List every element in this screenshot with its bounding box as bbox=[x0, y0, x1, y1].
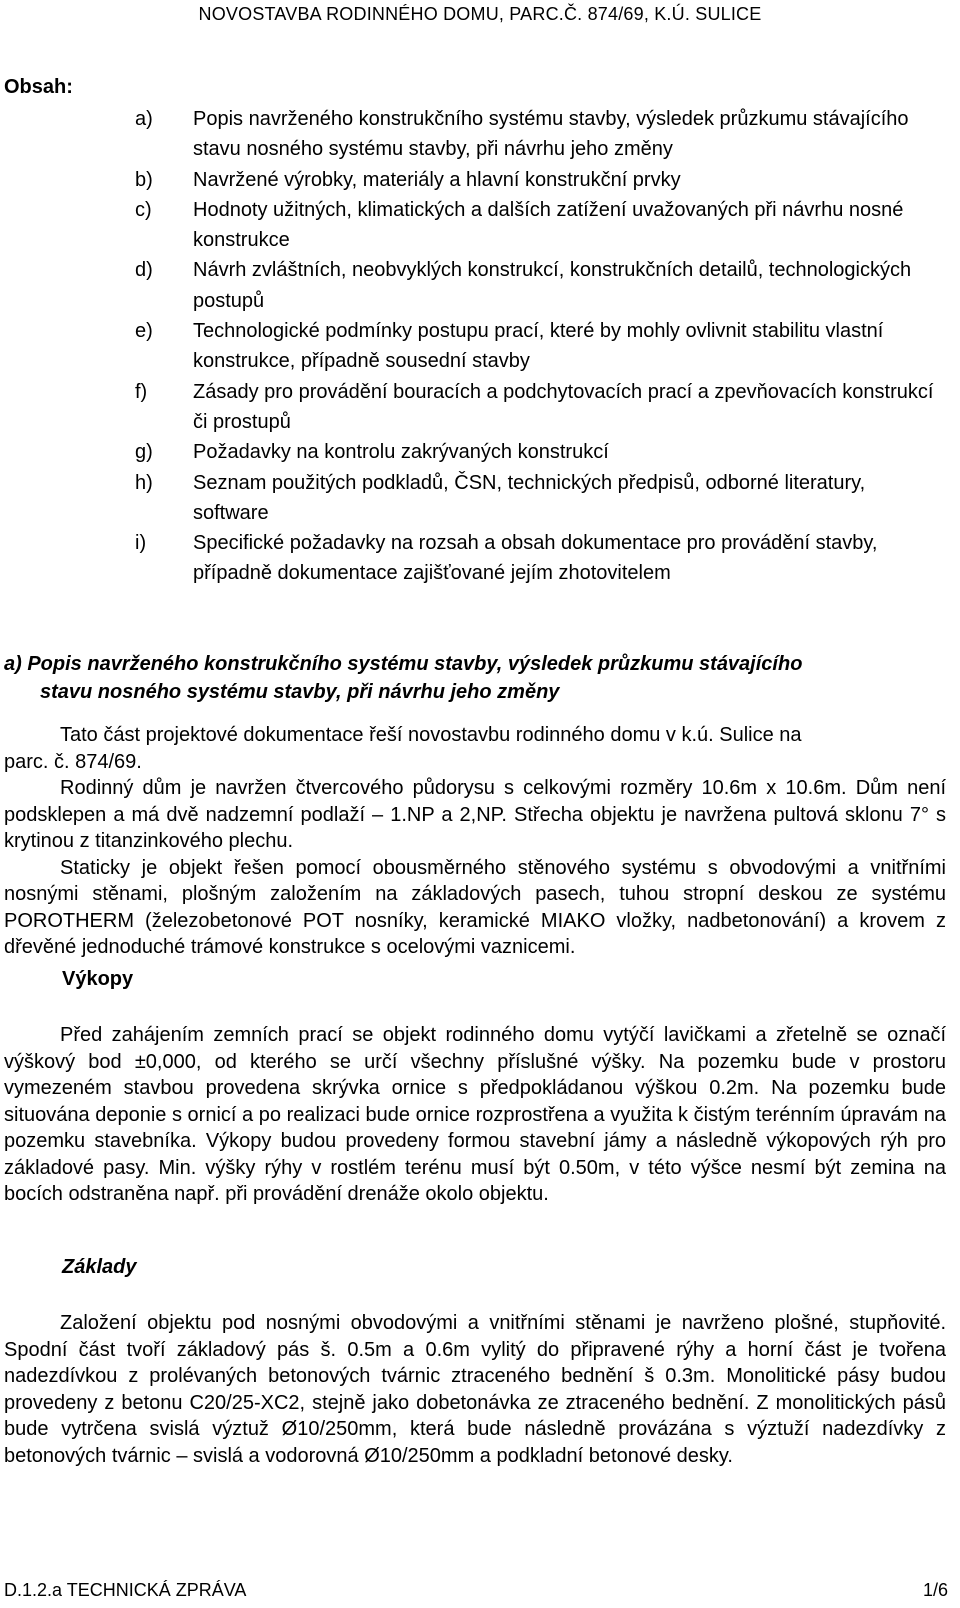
paragraph-dimensions: Rodinný dům je navržen čtvercového půdorysu s celkovými rozměry 10.6m x 10.6m. Dům není podsklepen a má dvě nadzemní podlaží – 1.NP a 2,NP. Střecha objektu je navržena pultová sklonu 7° s krytinou z titanzinkového plechu. bbox=[4, 777, 946, 852]
toc-text: Hodnoty užitných, klimatických a dalších zatížení uvažovaných při návrhu nosné konstrukce bbox=[193, 198, 904, 252]
toc-letter: c) bbox=[135, 198, 152, 221]
toc-item bbox=[135, 195, 945, 256]
toc-letter: f) bbox=[135, 380, 148, 403]
toc-text: Technologické podmínky postupu prací, které by mohly ovlivnit stabilitu vlastní konstrukce, případně sousední stavby bbox=[193, 320, 884, 373]
toc-text: Požadavky na kontrolu zakrývaných konstrukcí bbox=[193, 441, 609, 464]
vykopy-title: Výkopy bbox=[62, 968, 134, 990]
toc-item bbox=[135, 255, 945, 316]
zaklady-title: Základy bbox=[62, 1256, 137, 1278]
intro-line1: Tato část projektové dokumentace řeší novostavbu rodinného domu v k.ú. Sulice na bbox=[60, 724, 802, 746]
toc-item bbox=[135, 468, 945, 529]
toc-letter: b) bbox=[135, 168, 153, 191]
page-header: NOVOSTAVBA RODINNÉHO DOMU, PARC.Č. 874/69, K.Ú. SULICE bbox=[198, 4, 762, 24]
toc-text: Specifické požadavky na rozsah a obsah dokumentace pro provádění stavby, případně dokumentace zajišťované jejím zhotovitelem bbox=[193, 532, 878, 585]
toc-text: Navržené výrobky, materiály a hlavní konstrukční prvky bbox=[193, 168, 681, 191]
toc-text: Návrh zvláštních, neobvyklých konstrukcí, konstrukčních detailů, technologických postupů bbox=[193, 259, 912, 312]
contents-title: Obsah: bbox=[4, 76, 73, 98]
toc-text: Popis navrženého konstrukčního systému stavby, výsledek průzkumu stávajícího stavu nosného systému stavby, při návrhu jeho změny bbox=[193, 108, 909, 161]
table-of-contents bbox=[135, 104, 945, 589]
toc-text: Seznam použitých podkladů, ČSN, technických předpisů, odborné literatury, software bbox=[193, 471, 866, 524]
footer-document-title: D.1.2.a TECHNICKÁ ZPRÁVA bbox=[4, 1580, 247, 1600]
toc-letter: d) bbox=[135, 259, 153, 282]
toc-text: Zásady pro provádění bouracích a podchytovacích prací a zpevňovacích konstrukcí či prostupů bbox=[193, 380, 934, 433]
section-a-heading bbox=[4, 650, 949, 706]
toc-item bbox=[135, 437, 945, 467]
vykopy-body bbox=[4, 1022, 946, 1208]
vykopy-paragraph: Před zahájením zemních prací se objekt rodinného domu vytýčí lavičkami a zřetelně se označí výškový bod ±0,000, od kterého se určí všechny příslušné výšky. Na pozemku bude v prostoru vymezeném stavbou provedena skrývka ornice s předpokládanou výškou 0.2m. Na pozemku bude situována deponie s ornicí a po realizaci bude ornice rozprostřena a využita k čistým terénním úpravám na pozemku stavebníka. Výkopy budou provedeny formou stavební jámy a následně výkopových rýh pro základové pasy. Min. výšky rýhy v rostlém terénu musí být 0.50m, v této výšce nesmí být zemina na bocích odstraněna např. při provádění drenáže okolo objektu. bbox=[4, 1024, 946, 1205]
zaklady-body bbox=[4, 1310, 946, 1469]
toc-letter: h) bbox=[135, 471, 153, 494]
footer-page-number: 1/6 bbox=[922, 1580, 948, 1600]
toc-item bbox=[135, 104, 945, 165]
toc-item bbox=[135, 165, 945, 195]
paragraph-structure: Staticky je objekt řešen pomocí obousměrného stěnového systému s obvodovými a vnitřními nosnými stěnami, plošným založením na základových pasech, tuhou stropní deskou ze systému POROTHERM (železobetonové POT nosníky, keramické MIAKO vložky, nadbetonování) a krovem z dřevěné jednoduché trámové konstrukce s ocelovými vaznicemi. bbox=[4, 856, 946, 958]
toc-letter: i) bbox=[135, 532, 147, 555]
toc-item bbox=[135, 528, 945, 589]
toc-letter: e) bbox=[135, 320, 153, 343]
toc-letter: a) bbox=[135, 108, 153, 130]
section-a-body bbox=[4, 722, 946, 961]
section-a-heading-line1: a) Popis navrženého konstrukčního systému stavby, výsledek průzkumu stávajícího bbox=[4, 653, 803, 675]
toc-item bbox=[135, 377, 945, 438]
toc-item bbox=[135, 316, 945, 377]
zaklady-paragraph: Založení objektu pod nosnými obvodovými a vnitřními stěnami je navrženo plošné, stupňovité. Spodní část tvoří základový pás š. 0.5m a 0.6m vylitý do připravené rýhy a horní část je tvořena nadezdívkou z prolévaných betonových tvárnic ztraceného bednění š 0.3m. Monolitické pásy budou provedeny z betonu C20/25-XC2, stejně jako dobetonávka ze ztraceného bednění. Z monolitických pásů bude vytrčena svislá výztuž Ø10/250mm, která bude následně provázána s výztuží nadezdívky z betonových tvárnic – svislá a vodorovná Ø10/250mm a podkladní betonové desky. bbox=[4, 1312, 946, 1467]
toc-letter: g) bbox=[135, 441, 153, 464]
intro-line2: parc. č. 874/69. bbox=[4, 750, 142, 773]
section-a-heading-line2: stavu nosného systému stavby, při návrhu jeho změny bbox=[40, 681, 560, 703]
